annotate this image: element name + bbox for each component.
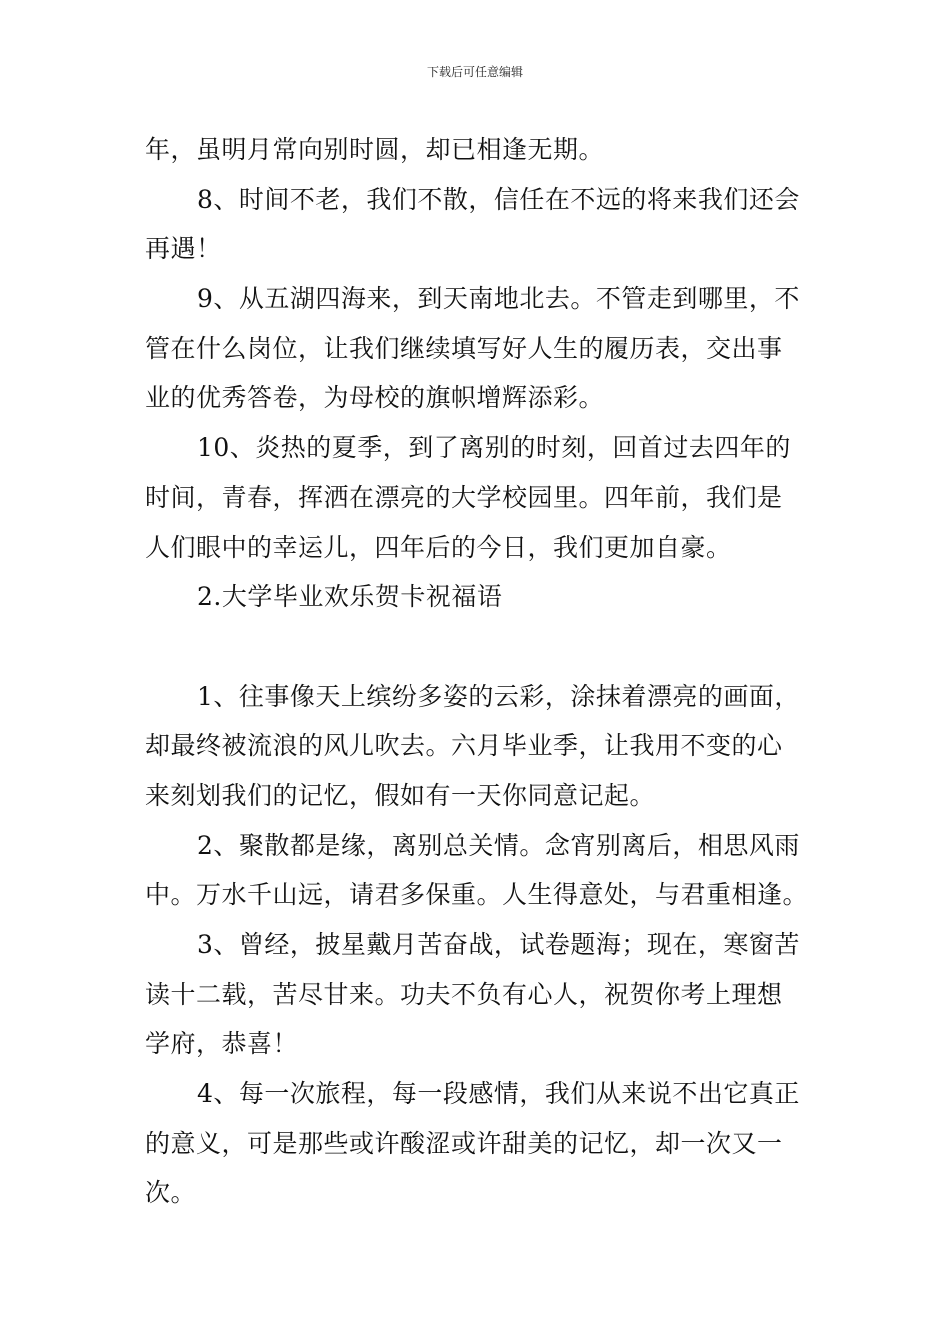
item-2-line-1: 2、聚散都是缘，离别总关情。念宵别离后，相思风雨 — [197, 830, 800, 860]
item-3-line-2: 读十二载，苦尽甘来。功夫不负有心人，祝贺你考上理想 — [145, 979, 783, 1009]
paragraph-10-line-1: 10、炎热的夏季，到了离别的时刻，回首过去四年的 — [197, 433, 791, 463]
paragraph-10-line-3: 人们眼中的幸运儿，四年后的今日，我们更加自豪。 — [145, 532, 732, 562]
text-line: 年，虽明月常向别时圆，却已相逢无期。 — [145, 135, 605, 164]
item-2-line-2: 中。万水千山远，请君多保重。人生得意处，与君重相逢。 — [145, 880, 809, 910]
item-4-line-2: 的意义，可是那些或许酸涩或许甜美的记忆，却一次又一 — [145, 1128, 783, 1158]
document-body — [145, 125, 810, 1218]
blank-line — [145, 622, 810, 672]
item-1-line-2: 却最终被流浪的风儿吹去。六月毕业季，让我用不变的心 — [145, 731, 783, 761]
page-header: 下载后可任意编辑 — [426, 65, 523, 79]
paragraph-9-line-2: 管在什么岗位，让我们继续填写好人生的履历表，交出事 — [145, 333, 783, 363]
paragraph-9-line-1: 9、从五湖四海来，到天南地北去。不管走到哪里，不 — [197, 284, 800, 314]
paragraph-9-line-3: 业的优秀答卷，为母校的旗帜增辉添彩。 — [145, 383, 605, 413]
paragraph-10-line-2: 时间，青春，挥洒在漂亮的大学校园里。四年前，我们是 — [145, 482, 783, 512]
item-1-line-1: 1、往事像天上缤纷多姿的云彩，涂抹着漂亮的画面， — [197, 681, 800, 711]
item-3-line-1: 3、曾经，披星戴月苦奋战，试卷题海；现在，寒窗苦 — [197, 930, 800, 959]
paragraph-8-line-1: 8、时间不老，我们不散，信任在不远的将来我们还会 — [197, 184, 800, 214]
section-heading: 2.大学毕业欢乐贺卡祝福语 — [197, 582, 503, 612]
item-3-line-3: 学府，恭喜！ — [145, 1029, 299, 1059]
item-1-line-3: 来刻划我们的记忆，假如有一天你同意记起。 — [145, 780, 656, 810]
paragraph-8-line-2: 再遇！ — [145, 234, 222, 264]
item-4-line-3: 次。 — [145, 1178, 197, 1208]
item-4-line-1: 4、每一次旅程，每一段感情，我们从来说不出它真正 — [197, 1079, 800, 1109]
